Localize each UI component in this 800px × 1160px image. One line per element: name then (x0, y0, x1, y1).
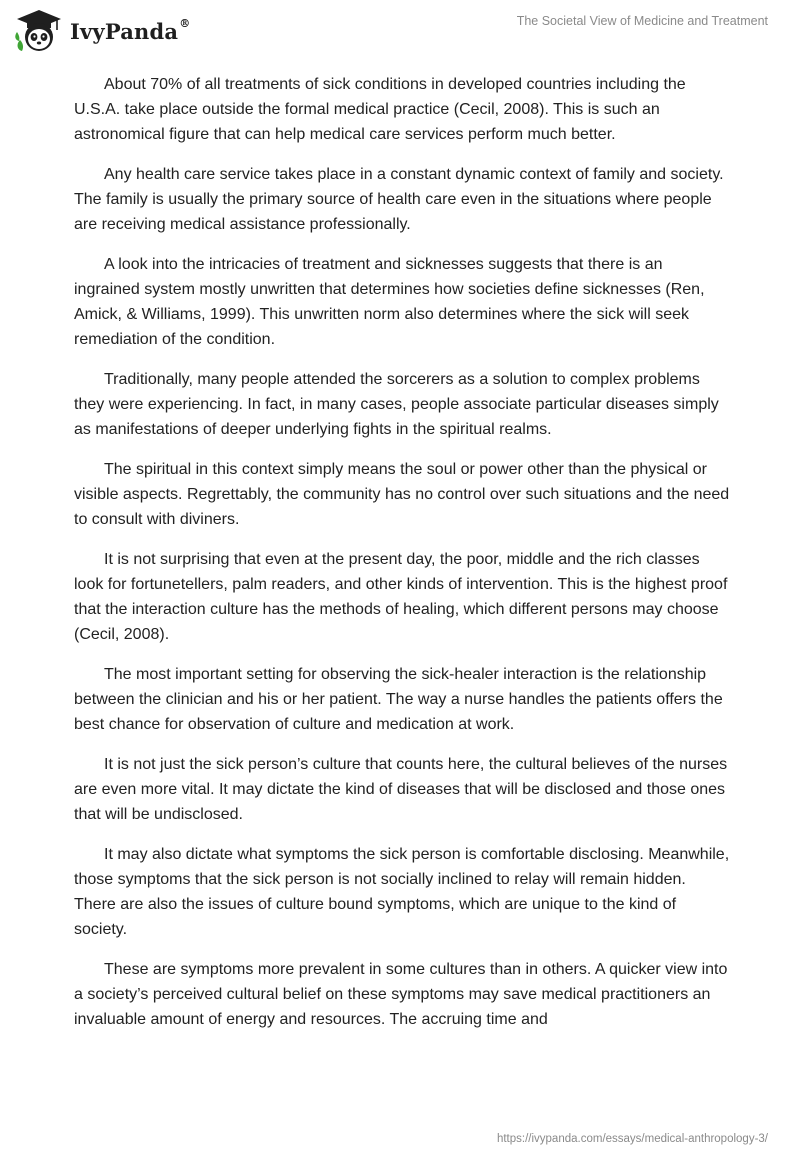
brand-name: IvyPanda® (70, 16, 191, 44)
paragraph: The spiritual in this context simply means the soul or power other than the physical or visible aspects. Regrettably, the community has no control over such situations and the need to consult with diviners. (74, 461, 730, 528)
paragraph: Traditionally, many people attended the sorcerers as a solution to complex problems they were experiencing. In fact, in many cases, people associate particular diseases simply as manifestations of deeper underlying fights in the spiritual realms. (74, 371, 719, 438)
paragraph: It is not just the sick person’s culture that counts here, the cultural believes of the nurses are even more vital. It may dictate the kind of diseases that will be disclosed and those ones that will be undisclosed. (74, 756, 728, 823)
paragraph: The most important setting for observing the sick-healer interaction is the relationship between the clinician and his or her patient. The way a nurse handles the patients offers the best chance for observation of culture and medication at work. (74, 666, 723, 733)
paragraph: It may also dictate what symptoms the sick person is comfortable disclosing. Meanwhile, those symptoms that the sick person is not socially inclined to relay will remain hidden. There are also the issues of culture bound symptoms, which are unique to the kind of society. (74, 846, 730, 938)
document-title: The Societal View of Medicine and Treatment (516, 14, 768, 28)
essay-body (74, 72, 730, 1047)
ivypanda-logo[interactable] (14, 8, 190, 54)
paragraph: A look into the intricacies of treatment and sicknesses suggests that there is an ingrained system mostly unwritten that determines how societies define sicknesses (Ren, Amick, & Williams, 1999). This unwritten norm also determines where the sick will seek remediation of the condition. (74, 256, 705, 348)
paragraph: About 70% of all treatments of sick conditions in developed countries including the U.S.A. take place outside the formal medical practice (Cecil, 2008). This is such an astronomical figure that can help medical care services perform much better. (74, 76, 686, 143)
source-url[interactable]: https://ivypanda.com/essays/medical-anthropology-3/ (496, 1133, 768, 1145)
paragraph: It is not surprising that even at the present day, the poor, middle and the rich classes look for fortunetellers, palm readers, and other kinds of intervention. This is the highest proof that the interaction culture has the methods of healing, which different persons may choose (Cecil, 2008). (74, 551, 728, 643)
paragraph: Any health care service takes place in a constant dynamic context of family and society. The family is usually the primary source of health care even in the situations where people are receiving medical assistance professionally. (74, 166, 724, 233)
panda-graduate-icon (14, 8, 64, 54)
page-header (0, 0, 800, 70)
paragraph: These are symptoms more prevalent in some cultures than in others. A quicker view into a society’s perceived cultural belief on these symptoms may save medical practitioners an invaluable amount of energy and resources. The accruing time and (74, 961, 728, 1028)
